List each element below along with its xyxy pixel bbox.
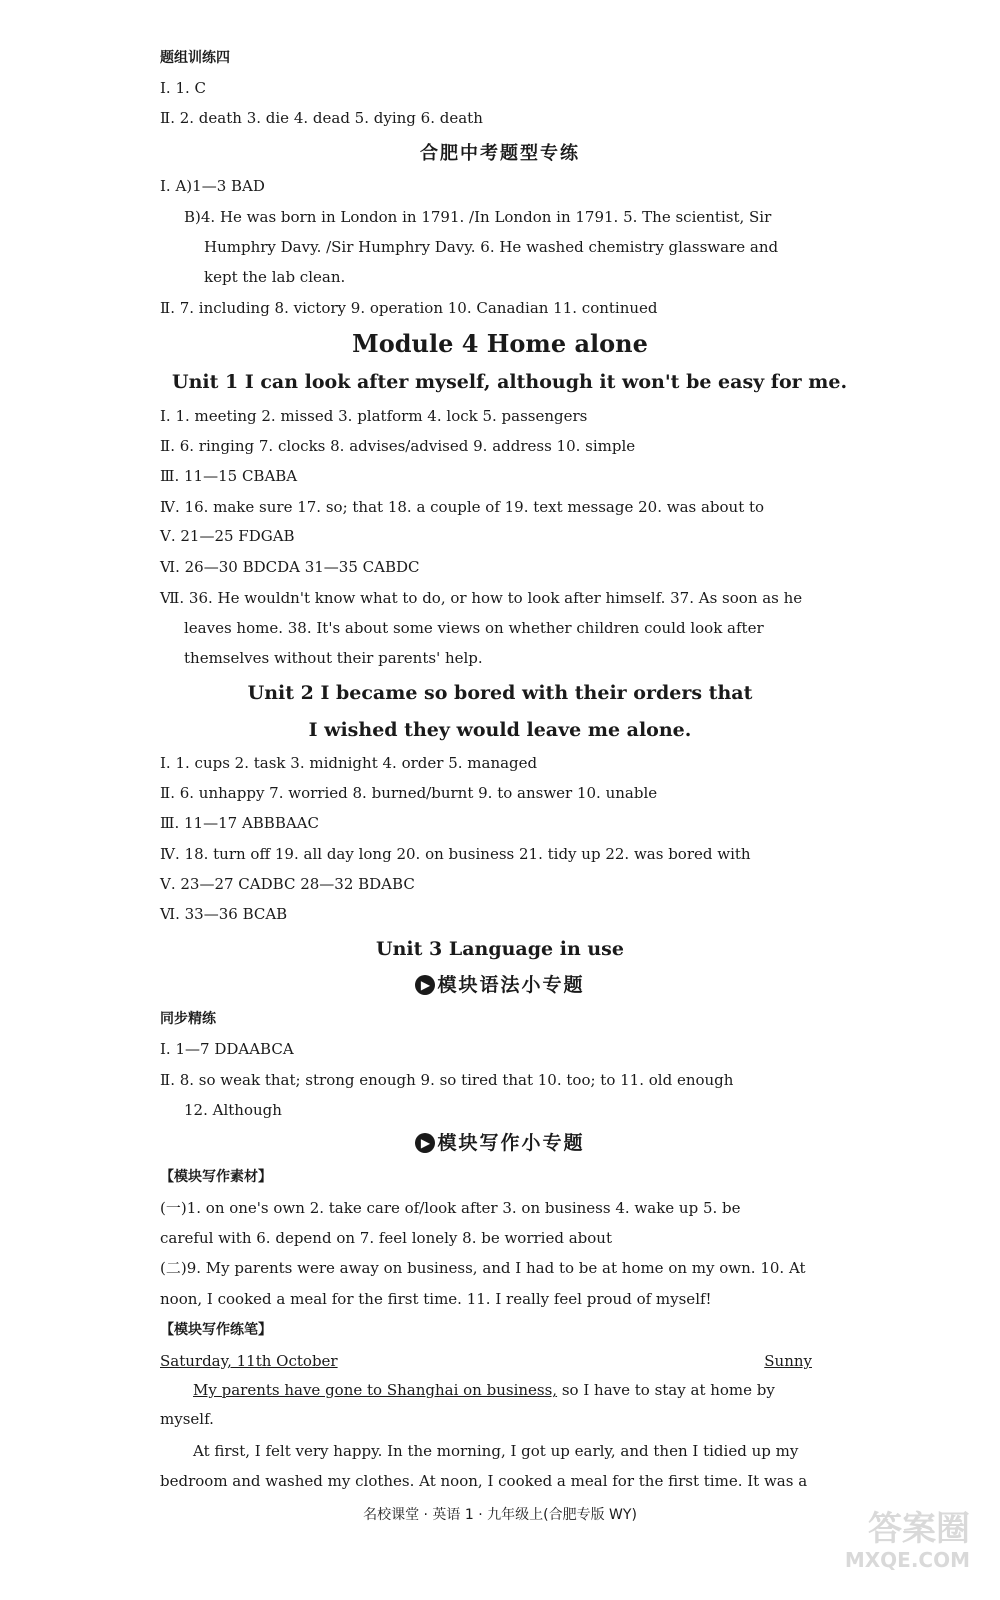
diary-text: so I have to stay at home by: [557, 1381, 775, 1399]
answer-line: (二)9. My parents were away on business, and I had to be at home on my own. 10. At: [160, 1259, 806, 1277]
answer-line: kept the lab clean.: [204, 268, 346, 286]
answer-line: (一)1. on one's own 2. take care of/look after 3. on business 4. wake up 5. be: [160, 1199, 741, 1217]
answer-line: Ⅱ. 6. ringing 7. clocks 8. advises/advised 9. address 10. simple: [160, 437, 636, 455]
answer-line: Humphry Davy. /Sir Humphry Davy. 6. He washed chemistry glassware and: [204, 238, 779, 256]
unit2-title-line2: I wished they would leave me alone.: [308, 719, 692, 741]
answer-line: Ⅶ. 36. He wouldn't know what to do, or how to look after himself. 37. As soon as he: [160, 589, 803, 607]
sync-practice-label: 同步精练: [160, 1011, 216, 1027]
watermark-logo: [845, 1510, 970, 1572]
answer-line: Ⅰ. 1—7 DDAABCA: [160, 1040, 294, 1058]
diary-paragraph-line: [193, 1380, 775, 1400]
answer-line: Ⅱ. 2. death 3. die 4. dead 5. dying 6. death: [160, 109, 483, 127]
answer-line: Ⅰ. A)1—3 BAD: [160, 177, 265, 195]
section-title-group-four: 题组训练四: [160, 50, 230, 66]
answer-line: B)4. He was born in London in 1791. /In London in 1791. 5. The scientist, Sir: [184, 208, 772, 226]
answer-line: Ⅰ. 1. meeting 2. missed 3. platform 4. lock 5. passengers: [160, 407, 588, 425]
grammar-topic-title: [0, 972, 1000, 998]
answer-line: Ⅳ. 18. turn off 19. all day long 20. on business 21. tidy up 22. was bored with: [160, 845, 751, 863]
answer-line: themselves without their parents' help.: [184, 649, 483, 667]
answer-line: Ⅰ. 1. cups 2. task 3. midnight 4. order 5. managed: [160, 754, 538, 772]
diary-date: Saturday, 11th October: [160, 1352, 338, 1370]
writing-practice-label: 【模块写作练笔】: [160, 1322, 272, 1338]
play-icon: ▶: [415, 1133, 435, 1153]
answer-line: Ⅱ. 6. unhappy 7. worried 8. burned/burnt 9. to answer 10. unable: [160, 784, 658, 802]
answer-line: Ⅴ. 21—25 FDGAB: [160, 527, 295, 545]
answer-line: Ⅵ. 26—30 BDCDA 31—35 CABDC: [160, 558, 420, 576]
writing-topic-title: [0, 1130, 1000, 1156]
grammar-topic-label: 模块语法小专题: [437, 974, 585, 996]
answer-line: Ⅱ. 8. so weak that; strong enough 9. so tired that 10. too; to 11. old enough: [160, 1071, 734, 1089]
section-title-hefei: 合肥中考题型专练: [420, 143, 580, 164]
answer-line: Ⅴ. 23—27 CADBC 28—32 BDABC: [160, 875, 415, 893]
answer-line: leaves home. 38. It's about some views on whether children could look after: [184, 619, 764, 637]
page-footer: 名校课堂 · 英语 1 · 九年级上(合肥专版 WY): [363, 1507, 637, 1523]
answer-line: Ⅳ. 16. make sure 17. so; that 18. a couple of 19. text message 20. was about to: [160, 498, 765, 516]
answer-line: 12. Although: [184, 1101, 282, 1119]
watermark-text: 答案圈: [868, 1509, 970, 1549]
play-icon: ▶: [415, 975, 435, 995]
module-title: Module 4 Home alone: [352, 329, 648, 358]
diary-header: [160, 1351, 812, 1371]
watermark-url: MXQE.COM: [844, 1548, 970, 1572]
answer-line: Ⅲ. 11—17 ABBBAAC: [160, 814, 319, 832]
answer-line: Ⅲ. 11—15 CBABA: [160, 467, 298, 485]
unit2-title-line1: Unit 2 I became so bored with their orders that: [247, 682, 753, 704]
answer-line: Ⅱ. 7. including 8. victory 9. operation 10. Canadian 11. continued: [160, 299, 658, 317]
diary-weather: Sunny: [764, 1352, 812, 1370]
unit1-title: Unit 1 I can look after myself, although it won't be easy for me.: [172, 371, 848, 393]
answer-line: Ⅵ. 33—36 BCAB: [160, 905, 288, 923]
diary-paragraph-line: myself.: [160, 1410, 214, 1428]
diary-underlined-sentence: My parents have gone to Shanghai on business,: [193, 1381, 558, 1399]
diary-paragraph-line: At first, I felt very happy. In the morning, I got up early, and then I tidied up my: [193, 1442, 799, 1460]
answer-line: careful with 6. depend on 7. feel lonely 8. be worried about: [160, 1229, 612, 1247]
writing-material-label: 【模块写作素材】: [160, 1169, 272, 1185]
diary-paragraph-line: bedroom and washed my clothes. At noon, I cooked a meal for the first time. It was a: [160, 1472, 808, 1490]
writing-topic-label: 模块写作小专题: [437, 1132, 585, 1154]
answer-line: noon, I cooked a meal for the first time. 11. I really feel proud of myself!: [160, 1290, 712, 1308]
answer-line: Ⅰ. 1. C: [160, 79, 207, 97]
unit3-title: Unit 3 Language in use: [376, 938, 624, 960]
